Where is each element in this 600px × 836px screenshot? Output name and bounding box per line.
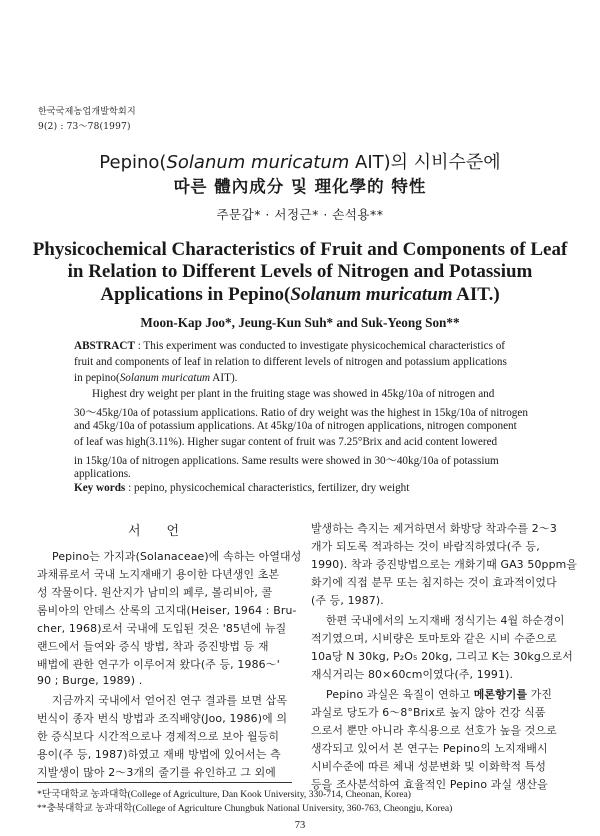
page-number: 73 <box>294 820 306 831</box>
english-title-line-2: in Relation to Different Levels of Nitrogen and Potassium <box>67 261 533 282</box>
body-line: 번식이 종자 번식 방법과 조직배양(Joo, 1986)에 의 <box>37 712 288 725</box>
abstract-text: : This experiment was conducted to investigate physicochemical characteristics of <box>134 340 506 352</box>
abstract-line: and 45kg/10a of potassium applications. At 45kg/10a of nitrogen applications, nitrogen component <box>74 420 517 432</box>
body-line: 지금까지 국내에서 얻어진 연구 결과를 보면 삽목 <box>52 694 288 707</box>
body-line: 과채류로서 국내 노지재배기 용이한 다년생인 초본 <box>37 568 280 581</box>
abstract-species: Solanum muricatum <box>119 372 211 384</box>
body-line: 10a당 N 30kg, P₂O₅ 20kg, 그리고 K는 30kg으로서 <box>311 650 573 663</box>
korean-title-species: Solanum muricatum <box>166 152 350 173</box>
keywords-text: : pepino, physicochemical characteristics, fertilizer, dry weight <box>125 482 410 494</box>
abstract-line: 30～45kg/10a of potassium applications. Ratio of dry weight was the highest in 15kg/10a of nitrogen <box>74 407 528 419</box>
abstract-line: in 15kg/10a of nitrogen applications. Same results were showed in 30～40kg/10a of potassium <box>74 455 499 467</box>
abstract-text: in pepino( <box>74 372 120 384</box>
abstract-text: AIT). <box>210 372 238 384</box>
english-authors: Moon-Kap Joo*, Jeung-Kun Suh* and Suk-Yeong Son** <box>140 315 460 330</box>
footnote: **충북대학교 농과대학(College of Agriculture Chungbuk National University, 360-763, Cheongju, Korea) <box>37 803 453 814</box>
abstract-line: of leaf was high(3.11%). Higher sugar content of fruit was 7.25°Brix and acid content lowered <box>74 436 498 448</box>
body-line: 생각되고 있어서 본 연구는 Pepino의 노지재배시 <box>311 742 548 755</box>
body-line: (주 등, 1987). <box>311 594 384 607</box>
body-line: 발생하는 측지는 제거하면서 화방당 착과수를 2～3 <box>311 522 557 535</box>
english-title-suffix: AIT.) <box>452 284 500 305</box>
korean-title-suffix: AIT)의 시비수준에 <box>349 152 501 173</box>
body-line: 롬비아의 안데스 산록의 고지대(Heiser, 1964 : Bru- <box>37 604 297 617</box>
korean-authors: 주문갑* · 서정근* · 손석용** <box>216 207 384 222</box>
footnote: *단국대학교 농과대학(College of Agriculture, Dan Kook University, 330-714, Cheonan, Korea) <box>37 789 411 800</box>
body-line: 용이(주 등, 1987)하였고 재배 방법에 있어서는 측 <box>37 748 281 761</box>
body-line: 1990). 착과 증진방법으로는 개화기때 GA3 50ppm을 <box>311 558 578 571</box>
body-line: Pepino는 가지과(Solanaceae)에 속하는 아열대성 <box>52 550 302 563</box>
body-text: Pepino 과실은 육질이 연하고 <box>326 688 474 701</box>
body-line: 배법에 관한 연구가 이루어져 왔다(주 등, 1986～' <box>37 658 280 671</box>
korean-title-line-1 <box>0 148 600 174</box>
english-title-line-1: Physicochemical Characteristics of Fruit and Components of Leaf <box>32 239 568 260</box>
korean-title-line-2: 따른 體內成分 및 理化學的 特性 <box>173 177 427 196</box>
body-line: 랜드에서 들여와 증식 방법, 착과 증진방법 등 재 <box>37 640 269 653</box>
body-line: 지발생이 많아 2～3개의 줄기를 유인하고 그 외에 <box>37 766 276 779</box>
section-heading: 서언 <box>128 524 206 539</box>
abstract-line: fruit and components of leaf in relation to different levels of nitrogen and potassium applications <box>74 356 507 368</box>
body-line: 개가 되도록 적과하는 것이 바람직하였다(주 등, <box>311 540 540 553</box>
body-line <box>326 686 552 702</box>
abstract-label: ABSTRACT <box>74 340 135 352</box>
keywords-label: Key words <box>74 482 126 494</box>
body-line: cher, 1968)로서 국내에 도입된 것은 '85년에 뉴질 <box>37 622 287 635</box>
body-emphasis: 메론향기를 <box>473 688 528 701</box>
korean-title-prefix: Pepino( <box>99 152 167 173</box>
abstract-line: applications. <box>74 468 131 480</box>
body-text: 가진 <box>527 688 553 701</box>
body-line: 90 ; Burge, 1989) . <box>37 674 143 687</box>
body-line: 성 작물이다. 원산지가 남미의 페루, 볼리비아, 콜 <box>37 586 273 599</box>
body-line: 시비수준에 따른 체내 성분변화 및 이화학적 특성 <box>311 760 547 773</box>
body-line: 등을 조사분석하여 효율적인 Pepino 과실 생산을 <box>311 778 548 791</box>
keywords <box>74 482 409 494</box>
footnote-rule <box>37 782 292 783</box>
english-title-line-3 <box>0 284 600 306</box>
body-line: 한편 국내에서의 노지재배 정식기는 4월 하순경이 <box>326 614 565 627</box>
body-line: 과실로 당도가 6～8°Brix로 높지 않아 건강 식품 <box>311 706 546 719</box>
english-title-species: Solanum muricatum <box>290 284 453 305</box>
body-line: 적기였으며, 시비량은 토마토와 같은 시비 수준으로 <box>311 632 557 645</box>
body-line: 으로서 뿐만 아니라 후식용으로 선호가 높을 것으로 <box>311 724 557 737</box>
abstract-line <box>74 340 534 352</box>
body-line: 화기에 직접 분무 또는 침지하는 것이 효과적이었다 <box>311 576 557 589</box>
journal-volume: 9(2) : 73～78(1997) <box>38 122 131 132</box>
abstract-line <box>74 372 534 384</box>
english-title-prefix: Applications in Pepino( <box>100 284 291 305</box>
body-line: 한 증식보다 시간적으로나 경제적으로 보아 월등히 <box>37 730 280 743</box>
journal-name: 한국국제농업개발학회지 <box>38 107 136 117</box>
body-line: 재식거리는 80×60cm이였다(주, 1991). <box>311 668 514 681</box>
abstract-line: Highest dry weight per plant in the fruiting stage was showed in 45kg/10a of nitrogen and <box>92 388 495 400</box>
